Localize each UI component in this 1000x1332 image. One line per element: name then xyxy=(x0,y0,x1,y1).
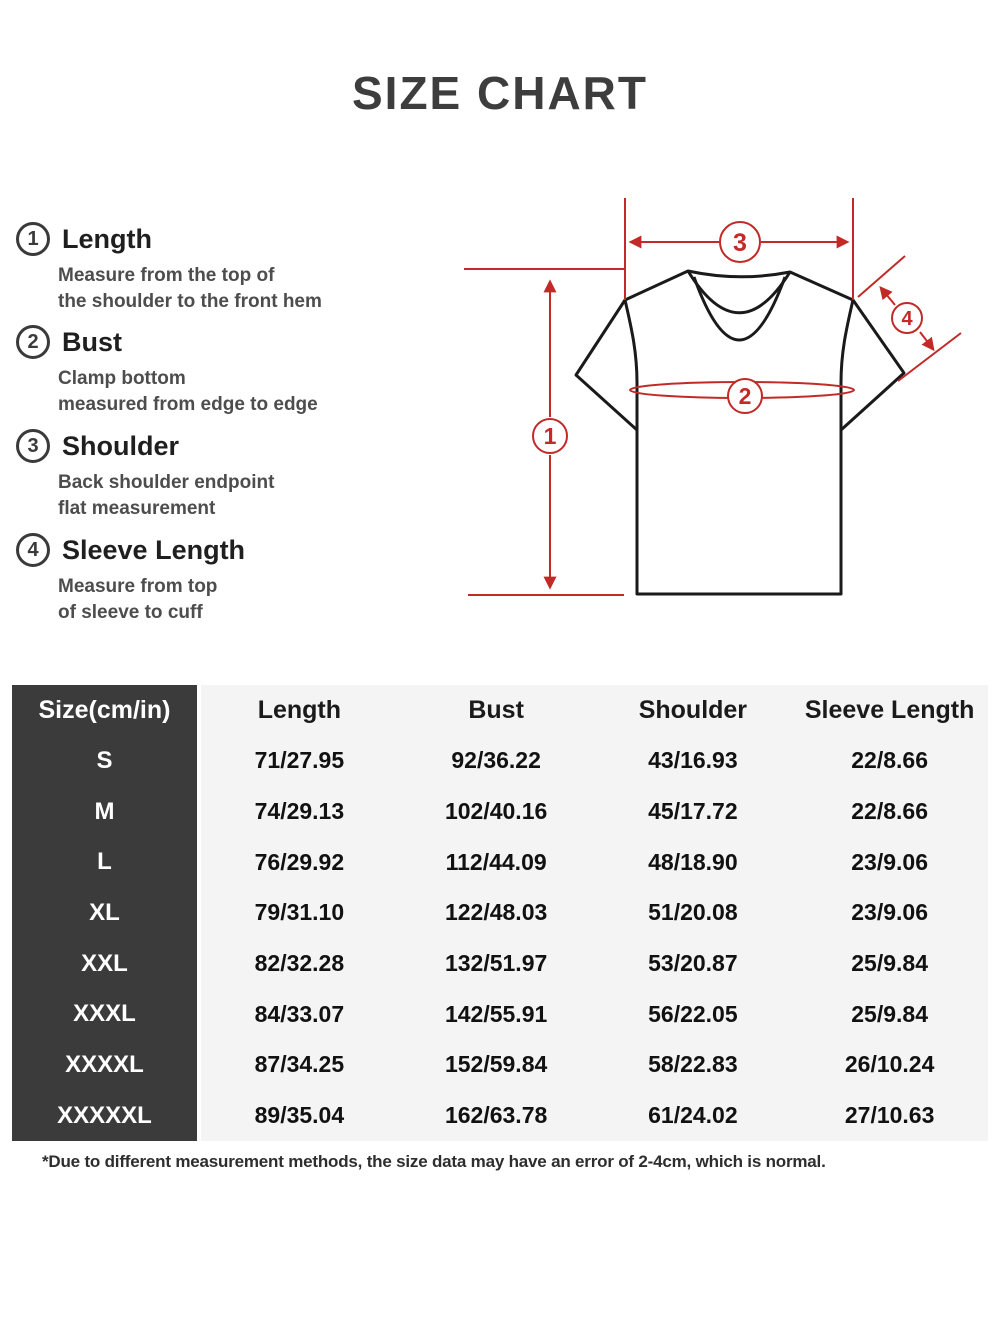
column-header-shoulder: Shoulder xyxy=(638,695,748,724)
sleeve-ref-line-upper xyxy=(858,256,905,297)
legend-item-shoulder xyxy=(16,429,446,522)
measurement-cell: 132/51.97 xyxy=(444,950,548,977)
size-label: XL xyxy=(89,898,120,926)
column-header-sleeve-length: Sleeve Length xyxy=(804,695,975,724)
legend-desc-line: measured from edge to edge xyxy=(58,394,318,415)
measurement-cell: 53/20.87 xyxy=(648,950,738,977)
sleeve-ref-line-lower xyxy=(898,333,961,381)
measurement-cell: 142/55.91 xyxy=(444,1000,548,1027)
measurement-cell: 58/22.83 xyxy=(648,1051,738,1078)
measurement-cell: 102/40.16 xyxy=(444,798,548,825)
measurement-cell: 25/9.84 xyxy=(851,1000,928,1027)
measurement-cell: 23/9.06 xyxy=(851,899,928,926)
callout-number-length: 1 xyxy=(543,423,557,449)
legend-desc-line: Back shoulder endpoint xyxy=(58,472,275,493)
tshirt-measurement-diagram xyxy=(440,178,1000,633)
tshirt-body-outline xyxy=(625,271,853,594)
legend-title: Length xyxy=(62,223,152,254)
legend-title: Shoulder xyxy=(62,430,180,461)
measurement-cell: 92/36.22 xyxy=(451,747,541,774)
size-column xyxy=(12,685,197,1141)
callout-number-bust: 2 xyxy=(738,383,752,409)
legend-head xyxy=(16,325,446,359)
measurement-cell: 51/20.08 xyxy=(648,899,738,926)
data-grid xyxy=(201,685,988,1141)
legend-head xyxy=(16,429,446,463)
size-label: M xyxy=(94,797,115,825)
size-column-header: Size(cm/in) xyxy=(38,695,171,724)
circled-number-1-icon: 1 xyxy=(16,222,50,256)
size-chart-table xyxy=(12,685,988,1141)
legend-item-bust xyxy=(16,325,446,418)
measurement-cell: 56/22.05 xyxy=(648,1000,738,1027)
measurement-cell: 71/27.95 xyxy=(254,747,345,774)
measurement-cell: 26/10.24 xyxy=(844,1051,935,1078)
circled-number-4-icon: 4 xyxy=(16,533,50,567)
measurement-cell: 23/9.06 xyxy=(851,848,928,875)
measurement-cell: 76/29.92 xyxy=(254,848,345,875)
measurement-cell: 87/34.25 xyxy=(254,1051,345,1078)
legend-desc-line: Measure from top xyxy=(58,576,218,597)
column-header-length: Length xyxy=(257,695,342,724)
measurement-cell: 43/16.93 xyxy=(648,747,738,774)
size-label: L xyxy=(97,848,112,876)
legend-desc-line: of sleeve to cuff xyxy=(58,602,203,623)
legend-desc-line: flat measurement xyxy=(58,498,216,519)
legend-title: Sleeve Length xyxy=(62,534,246,565)
legend-desc-line: Clamp bottom xyxy=(58,368,186,389)
sleeve-dim-line-down xyxy=(920,332,933,349)
legend-desc-line: Measure from the top of xyxy=(58,265,275,286)
measurement-cell: 84/33.07 xyxy=(254,1000,345,1027)
measurement-cell: 152/59.84 xyxy=(444,1051,548,1078)
legend-description xyxy=(58,470,446,522)
legend-item-length xyxy=(16,222,446,315)
measurement-cell: 82/32.28 xyxy=(254,950,345,977)
measurement-cell: 61/24.02 xyxy=(648,1102,738,1129)
sleeve-dim-line-up xyxy=(881,288,895,305)
measurement-cell: 22/8.66 xyxy=(851,747,928,774)
callout-number-sleeve: 4 xyxy=(901,308,913,330)
circled-number-3-icon: 3 xyxy=(16,429,50,463)
measurement-cell: 48/18.90 xyxy=(648,848,738,875)
measurement-cell: 27/10.63 xyxy=(844,1102,935,1129)
legend-item-sleeve-length xyxy=(16,533,446,626)
size-label: XXL xyxy=(81,949,128,977)
measurement-cell: 74/29.13 xyxy=(254,798,345,825)
measurement-cell: 22/8.66 xyxy=(851,798,928,825)
legend-description xyxy=(58,366,446,418)
legend-description xyxy=(58,263,446,315)
measurement-cell: 25/9.84 xyxy=(851,950,928,977)
measurement-cell: 89/35.04 xyxy=(254,1102,345,1129)
measurement-cell: 79/31.10 xyxy=(254,899,345,926)
measurement-cell: 112/44.09 xyxy=(445,848,547,875)
legend-head xyxy=(16,222,446,256)
circled-number-2-icon: 2 xyxy=(16,325,50,359)
column-header-bust: Bust xyxy=(468,695,524,724)
page-title: SIZE CHART xyxy=(352,67,648,119)
measurement-cell: 122/48.03 xyxy=(444,899,548,926)
measurement-disclaimer: *Due to different measurement methods, the size data may have an error of 2-4cm, which is normal. xyxy=(42,1152,826,1171)
size-label: XXXL xyxy=(73,1000,136,1028)
legend-desc-line: the shoulder to the front hem xyxy=(58,291,322,312)
legend-description xyxy=(58,574,446,626)
legend-head xyxy=(16,533,446,567)
legend-title: Bust xyxy=(62,326,122,357)
measurement-cell: 45/17.72 xyxy=(648,798,738,825)
size-label: XXXXL xyxy=(65,1050,144,1078)
size-label: S xyxy=(96,746,113,774)
size-label: XXXXXL xyxy=(57,1101,152,1129)
measurement-cell: 162/63.78 xyxy=(444,1102,548,1129)
callout-number-shoulder: 3 xyxy=(733,229,747,257)
